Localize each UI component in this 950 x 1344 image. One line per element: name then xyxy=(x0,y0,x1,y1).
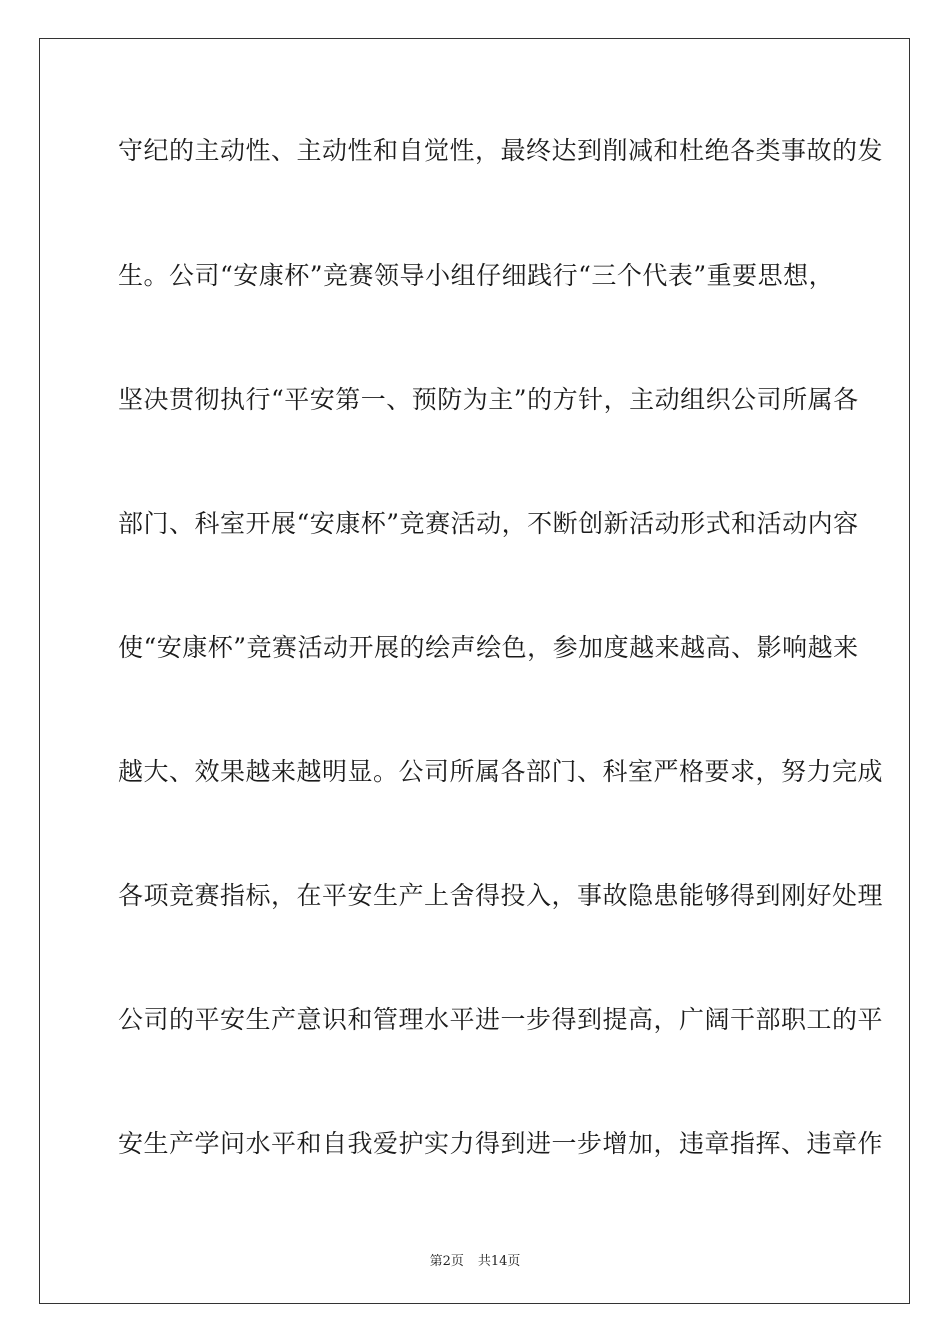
page-number: 第2页 xyxy=(429,1254,464,1269)
body-text-line-4: 部门、科室开展“安康杯”竞赛活动，不断创新活动形式和活动内容 xyxy=(118,509,859,538)
body-text-line-1: 守纪的主动性、主动性和自觉性，最终达到削减和杜绝各类事故的发 xyxy=(118,136,884,165)
body-text-line-8: 公司的平安生产意识和管理水平进一步得到提高，广阔干部职工的平 xyxy=(118,1005,884,1034)
page-footer xyxy=(0,1250,950,1269)
body-text-line-6: 越大、效果越来越明显。公司所属各部门、科室严格要求，努力完成 xyxy=(118,757,884,786)
body-text-line-7: 各项竞赛指标，在平安生产上舍得投入，事故隐患能够得到刚好处理 xyxy=(118,881,884,910)
page-total: 共14页 xyxy=(477,1254,521,1269)
body-text-line-2: 生。公司“安康杯”竞赛领导小组仔细践行“三个代表”重要思想， xyxy=(118,261,835,290)
body-text-line-9: 安生产学问水平和自我爱护实力得到进一步增加，违章指挥、违章作 xyxy=(118,1129,884,1158)
page-border xyxy=(39,38,910,1304)
body-text-line-5: 使“安康杯”竞赛活动开展的绘声绘色，参加度越来越高、影响越来 xyxy=(118,633,859,662)
body-text-line-3: 坚决贯彻执行“平安第一、预防为主”的方针，主动组织公司所属各 xyxy=(118,385,859,414)
